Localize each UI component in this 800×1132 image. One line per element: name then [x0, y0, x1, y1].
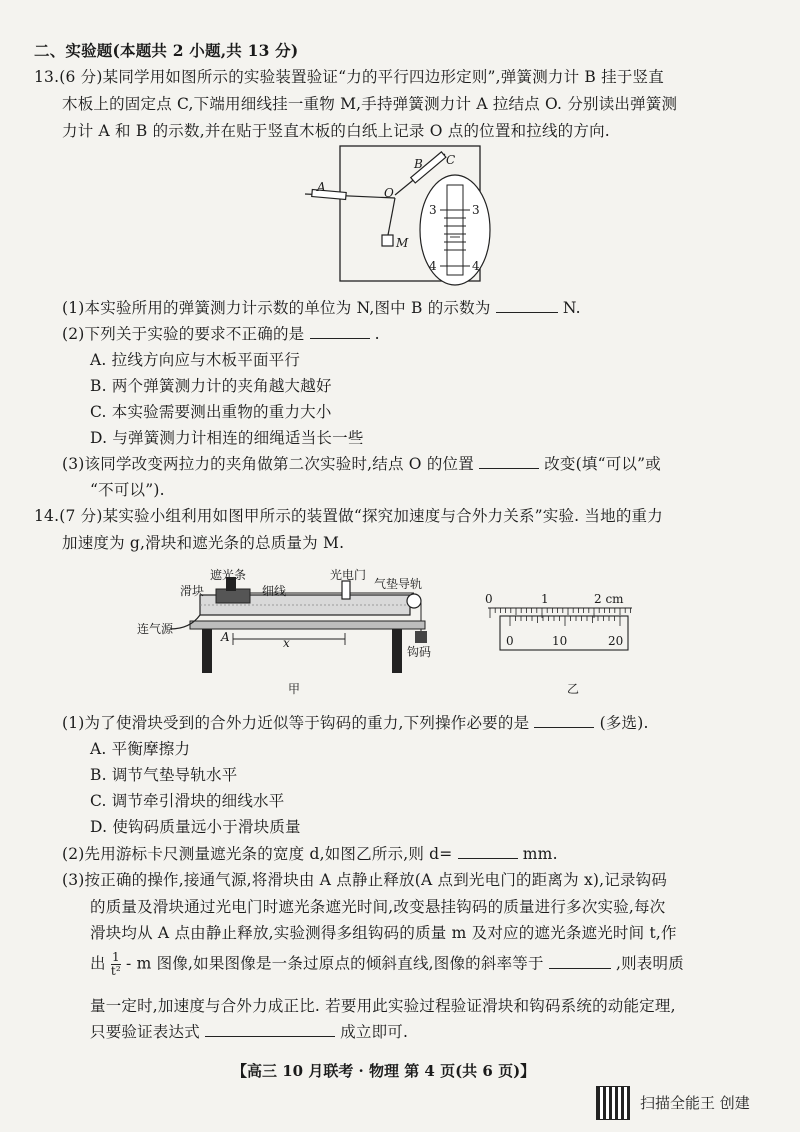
q13-part3-line2: “不可以”).	[90, 481, 165, 499]
q14-label-air: 连气源	[137, 622, 174, 636]
q13-scale-left-3: 3	[429, 203, 437, 217]
q14-part3-line3: 滑块均从 A 点由静止释放,实验测得多组钩码的质量 m 及对应的遮光条遮光时间 t,作	[90, 924, 677, 942]
left-leg	[202, 629, 212, 673]
q13-part3-text: (3)该同学改变两拉力的夹角做第二次实验时,结点 O 的位置	[62, 455, 474, 473]
q14-part3-line1: (3)按正确的操作,接通气源,将滑块由 A 点静止释放(A 点到光电门的距离为 x),记录钩码	[62, 871, 668, 889]
scanner-watermark: 扫描全能王 创建	[640, 1094, 750, 1112]
one-over-t-squared: $\frac{1}{\text{t²}}$	[110, 950, 121, 978]
q14-figure-b-caption: 乙	[567, 682, 580, 696]
q14-part1-option-d: D. 使钩码质量远小于滑块质量	[90, 818, 301, 836]
vernier-scale-ticks	[510, 616, 620, 626]
q14-label-slider: 滑块	[180, 584, 205, 598]
q13-label-m: M	[396, 236, 409, 250]
q13-label-b: B	[414, 157, 423, 171]
q14-part1	[62, 712, 649, 734]
q14-part1-text: (1)为了使滑块受到的合外力近似等于钩码的重力,下列操作必要的是	[62, 714, 530, 732]
q14-vernier-0: 0	[506, 634, 514, 648]
q13-part3	[62, 453, 661, 475]
q13-scale-right-4: 4	[472, 259, 480, 273]
q14-label-rail: 气垫导轨	[374, 577, 423, 591]
q14-label-weight: 钩码	[407, 645, 432, 659]
q13-part1	[62, 297, 581, 319]
q13-stem-line-1: 13.(6 分)某同学用如图所示的实验装置验证“力的平行四边形定则”,弹簧测力计 B 挂于竖直	[34, 68, 664, 86]
q14-label-thread: 细线	[262, 584, 287, 598]
q14-part3-line4	[90, 951, 684, 978]
q14-part3-line4-pre: 出	[90, 954, 106, 973]
slider-block	[216, 589, 250, 603]
q13-part3-answer-blank[interactable]	[479, 454, 539, 469]
q13-part2-end: .	[374, 325, 380, 343]
q14-stem-line-2: 加速度为 g,滑块和遮光条的总质量为 M.	[62, 534, 345, 552]
weight-m	[382, 235, 393, 246]
q13-part3-after: 改变(填“可以”或	[544, 455, 661, 473]
q14-part3-line4-mid: - m 图像,如果图像是一条过原点的倾斜直线,图像的斜率等于	[126, 954, 544, 973]
q14-main-0: 0	[485, 592, 493, 606]
q14-part3-line6-pre: 只要验证表达式	[90, 1023, 200, 1041]
photogate	[342, 581, 350, 599]
q14-main-1: 1	[541, 592, 549, 606]
q14-part3-line5: 量一定时,加速度与合外力成正比. 若要用此实验过程验证滑块和钩码系统的动能定理,	[90, 997, 676, 1015]
pulley	[407, 594, 421, 608]
q14-part1-answer-blank[interactable]	[534, 713, 594, 728]
support-rail	[190, 621, 425, 629]
q13-label-a: A	[317, 180, 326, 194]
q13-part2	[62, 323, 380, 345]
q14-vernier-20: 20	[608, 634, 624, 648]
q13-stem-line-3: 力计 A 和 B 的示数,并在贴于竖直木板的白纸上记录 O 点的位置和拉线的方向.	[62, 122, 610, 140]
q14-part1-option-c: C. 调节牵引滑块的细线水平	[90, 792, 285, 810]
q14-part2-answer-blank[interactable]	[458, 844, 518, 859]
q14-label-strip: 遮光条	[210, 568, 247, 582]
q13-part2-text: (2)下列关于实验的要求不正确的是	[62, 325, 305, 343]
q13-part1-unit: N.	[562, 299, 581, 317]
q14-label-a: A	[221, 630, 230, 644]
q13-part2-option-d: D. 与弹簧测力计相连的细绳适当长一些	[90, 429, 364, 447]
q14-main-2cm: 2 cm	[594, 592, 624, 606]
page-footer: 【高三 10 月联考 · 物理 第 4 页(共 6 页)】	[232, 1062, 536, 1080]
q14-part1-option-a: A. 平衡摩擦力	[90, 740, 191, 758]
q13-stem-line-2: 木板上的固定点 C,下端用细线挂一重物 M,手持弹簧测力计 A 拉结点 O. 分别读出弹簧测	[62, 95, 678, 113]
q13-part2-option-b: B. 两个弹簧测力计的夹角越大越好	[90, 377, 332, 395]
q14-stem-line-1: 14.(7 分)某实验小组利用如图甲所示的装置做“探究加速度与合外力关系”实验. 当地的重力	[34, 507, 663, 525]
q13-scale-left-4: 4	[429, 259, 437, 273]
q13-scale-right-3: 3	[472, 203, 480, 217]
hook-weight	[415, 631, 427, 643]
q14-figure-a-caption: 甲	[288, 682, 301, 696]
q14-part3-expression-blank[interactable]	[205, 1022, 335, 1037]
section-title: 二、实验题(本题共 2 小题,共 13 分)	[34, 41, 299, 60]
q13-part2-option-a: A. 拉线方向应与木板平面平行	[90, 351, 301, 369]
right-leg	[392, 629, 402, 673]
q13-part2-option-c: C. 本实验需要测出重物的重力大小	[90, 403, 332, 421]
q14-part3-line2: 的质量及滑块通过光电门时遮光条遮光时间,改变悬挂钩码的质量进行多次实验,每次	[90, 898, 666, 916]
qr-code-icon	[597, 1087, 629, 1119]
q14-part3-line4-post: ,则表明质	[615, 954, 684, 973]
q14-part3-slope-blank[interactable]	[549, 954, 611, 969]
q14-part2-text: (2)先用游标卡尺测量遮光条的宽度 d,如图乙所示,则 d=	[62, 845, 453, 863]
q14-label-gate: 光电门	[330, 568, 367, 582]
q13-label-c: C	[446, 153, 456, 167]
q14-label-x: x	[283, 636, 290, 650]
q14-part2-unit: mm.	[522, 845, 558, 863]
q13-part1-answer-blank[interactable]	[496, 298, 558, 313]
q14-part2	[62, 843, 558, 865]
q14-part1-option-b: B. 调节气垫导轨水平	[90, 766, 238, 784]
q13-part1-text: (1)本实验所用的弹簧测力计示数的单位为 N,图中 B 的示数为	[62, 299, 491, 317]
q14-part3-line6	[90, 1021, 408, 1043]
q14-vernier-10: 10	[552, 634, 568, 648]
q13-part2-answer-blank[interactable]	[310, 324, 370, 339]
q14-part1-after: (多选).	[599, 714, 649, 732]
q13-label-o: O	[384, 186, 394, 200]
q14-part3-line6-post: 成立即可.	[340, 1023, 409, 1041]
